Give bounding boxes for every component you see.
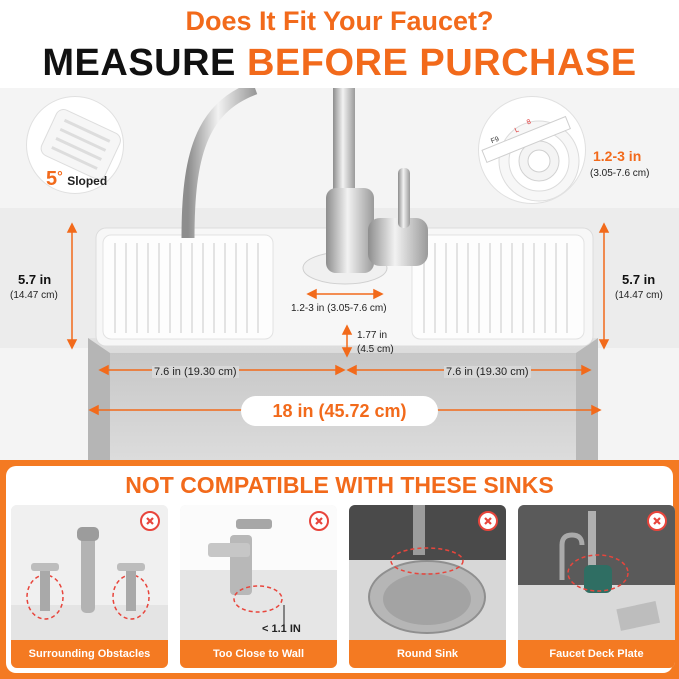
slope-label	[46, 168, 107, 191]
gap-label: 1.77 in	[357, 330, 388, 341]
left-height-cm: (14.47 cm)	[10, 290, 58, 301]
tape-mark-2: L	[513, 126, 521, 135]
slope-degree: °	[57, 168, 63, 184]
headline-measure	[0, 42, 679, 85]
headline-before-purchase: BEFORE PURCHASE	[246, 42, 637, 84]
slope-value: 5	[46, 168, 58, 190]
x-icon	[647, 511, 667, 531]
faucet-hole-label: 1.2-3 in (3.05-7.6 cm)	[291, 303, 387, 314]
headline-question: Does It Fit Your Faucet?	[185, 6, 494, 36]
x-icon	[309, 511, 329, 531]
right-height-cm: (14.47 cm)	[615, 290, 663, 301]
tape-mark-3: 8	[525, 118, 533, 127]
x-icon	[478, 511, 498, 531]
card-surrounding-obstacles	[11, 505, 168, 668]
wall-distance-label: < 1.1 IN	[262, 623, 301, 635]
left-height-label: 5.7 in	[18, 272, 52, 287]
card-too-close-to-wall	[180, 505, 337, 668]
headline-measure-word: MEASURE	[42, 42, 236, 84]
tape-mark-1: F9	[489, 135, 501, 146]
left-width-label: 7.6 in (19.30 cm)	[154, 366, 237, 378]
incompatible-title: NOT COMPATIBLE WITH THESE SINKS	[125, 472, 554, 498]
gap-cm: (4.5 cm)	[357, 344, 394, 355]
card-caption: Round Sink	[349, 640, 506, 668]
hole-size-label: 1.2-3 in	[593, 148, 642, 164]
slope-text: Sloped	[67, 174, 108, 188]
hole-ring-icon	[479, 97, 585, 203]
x-icon	[140, 511, 160, 531]
card-caption: Faucet Deck Plate	[518, 640, 675, 668]
card-caption: Too Close to Wall	[180, 640, 337, 668]
hole-size-cm: (3.05-7.6 cm)	[590, 168, 650, 179]
card-round-sink	[349, 505, 506, 668]
total-width-label: 18 in (45.72 cm)	[272, 400, 407, 421]
total-width-pill	[241, 396, 438, 426]
card-faucet-deck-plate	[518, 505, 675, 668]
card-caption: Surrounding Obstacles	[11, 640, 168, 668]
hole-inset	[478, 96, 586, 204]
right-height-label: 5.7 in	[622, 272, 656, 287]
right-width-label: 7.6 in (19.30 cm)	[446, 366, 529, 378]
